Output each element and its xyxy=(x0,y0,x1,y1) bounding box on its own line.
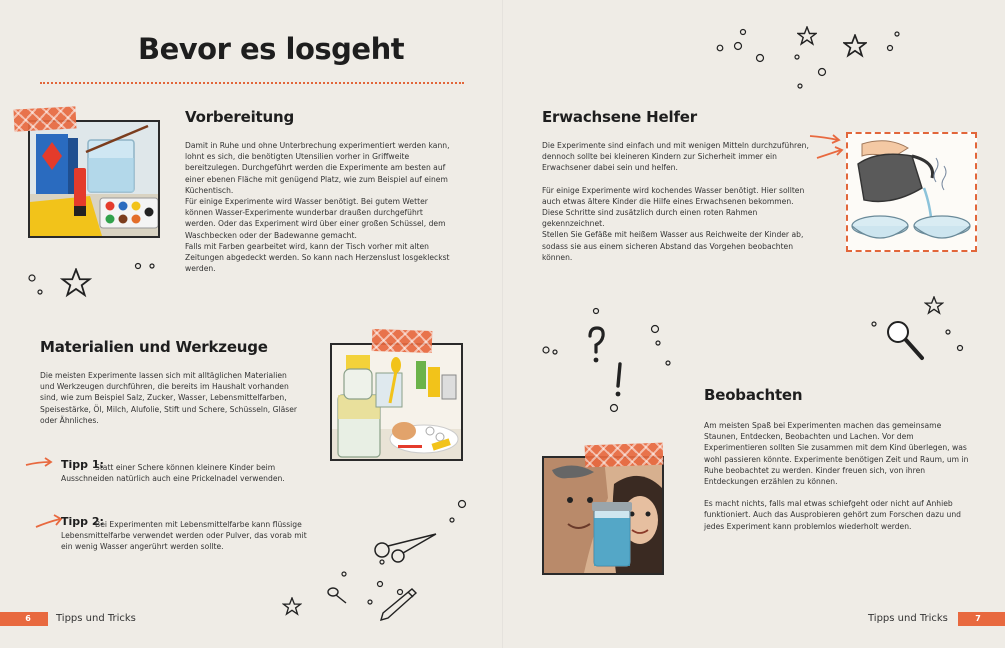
arrow-icon xyxy=(815,146,845,160)
star-icon xyxy=(797,26,817,46)
sparkle-doodles-middle xyxy=(538,305,678,415)
heading-helfer: Erwachsene Helfer xyxy=(542,108,697,126)
decorative-tape xyxy=(585,443,664,468)
star-icon xyxy=(843,34,867,58)
sparkle-doodles-left xyxy=(26,262,166,302)
star-icon xyxy=(924,296,944,315)
sparkle-doodles-right xyxy=(870,318,970,358)
heading-vorbereitung: Vorbereitung xyxy=(185,108,294,126)
paragraph: Für einige Experimente wird kochendes Wasser benötigt. Hier sollten auch etwas ältere Kinder die Hilfe eines Erwachsenen bekommen. Diese Schritte sind zusätzlich durch einen roten Rahmen gekennzeichnet. xyxy=(542,185,805,229)
vorbereitung-illustration xyxy=(28,120,160,238)
page-number-left: 6 xyxy=(25,614,31,623)
paragraph: Die Experimente sind einfach und mit wenigen Mitteln durchzuführen, dennoch sollte bei kleineren Kindern zur Sicherheit immer ein Erwachsener dabei sein und helfen. xyxy=(542,141,809,173)
footer-label-left: Tipps und Tricks xyxy=(56,613,136,624)
tipp-2-text xyxy=(61,519,319,553)
page-number-right: 7 xyxy=(975,614,981,623)
materialien-illustration xyxy=(330,343,463,461)
heading-materialien: Materialien und Werkzeuge xyxy=(40,338,268,356)
paragraph: Damit in Ruhe und ohne Unterbrechung experimentiert werden kann, lohnt es sich, die benötigten Utensilien vorher in Griffweite bereitzulegen. Durchgeführt werden die Experimente am besten auf einer ebenen Fläche mit genügend Platz, wie zum Beispiel auf einem Küchentisch. xyxy=(185,141,450,195)
arrow-icon xyxy=(34,514,64,530)
materialien-text xyxy=(40,370,302,426)
tipp-2-body: Bei Experimenten mit Lebensmittelfarbe kann flüssige Lebensmittelfarbe verwendet werden oder Pulver, das vorab mit ein wenig Wasser angerührt werden sollte. xyxy=(61,520,307,552)
pencil-icon xyxy=(378,586,418,622)
beobachten-illustration xyxy=(542,456,664,575)
paragraph: Für einige Experimente wird Wasser benötigt. Bei gutem Wetter können Wasser-Experimente wunderbar draußen durchgeführt werden. Oder das Experiment wird über einer großen Schüssel, dem Waschbecken oder der Badewanne gemacht. xyxy=(185,197,446,240)
paragraph: Es macht nichts, falls mal etwas schiefgeht oder nicht auf Anhieb funktioniert. Auch das Ausprobieren gehört zum Forschen dazu und jedes Experiment kann problemlos wiederholt werden. xyxy=(704,499,961,531)
decorative-tape xyxy=(13,106,76,131)
pin-icon xyxy=(326,585,348,605)
tipp-1-text xyxy=(61,462,306,484)
title-divider xyxy=(40,82,464,84)
beobachten-text xyxy=(704,420,974,532)
star-icon xyxy=(60,268,92,298)
arrow-icon xyxy=(808,132,842,144)
paragraph: Falls mit Farben gearbeitet wird, kann der Tisch vorher mit alten Zeitungen abgedeckt werden. So kann nach Herzenslust losgekleckst werden. xyxy=(185,241,450,274)
tipp-2-label: Tipp 2: xyxy=(61,515,104,528)
tipp-1-label: Tipp 1: xyxy=(61,458,104,471)
arrow-icon xyxy=(24,456,54,470)
helfer-illustration xyxy=(846,132,977,252)
page-title: Bevor es losgeht xyxy=(138,32,405,66)
tipp-1-body: Statt einer Schere können kleinere Kinder beim Ausschneiden natürlich auch eine Prickelnadel verwenden. xyxy=(61,463,285,484)
star-icon xyxy=(282,597,302,616)
helfer-text xyxy=(542,140,814,263)
decorative-tape xyxy=(372,329,433,353)
spine xyxy=(502,0,503,648)
paragraph: Am meisten Spaß bei Experimenten machen das gemeinsame Staunen, Entdecken, Beobachten und Lachen. Vor dem Experimentieren sollten Sie zusammen mit dem Kind überlegen, was wohl passieren könnte. Experimente benötigen Zeit und Raum, um in Ruhe beobachtet zu werden. Kinder freuen sich, von ihren Entdeckungen erzählen zu können. xyxy=(704,421,969,487)
paragraph: Stellen Sie Gefäße mit heißem Wasser aus Reichweite der Kinder ab, sodass sie aus einem sicheren Abstand das Vorgehen beobachten können. xyxy=(542,230,804,262)
vorbereitung-text xyxy=(185,140,450,274)
footer-label-right: Tipps und Tricks xyxy=(868,613,948,624)
heading-beobachten: Beobachten xyxy=(704,386,803,404)
paragraph: Die meisten Experimente lassen sich mit alltäglichen Materialien und Werkzeugen durchführen, die bereits im Haushalt vorhanden sind, wie zum Beispiel Salz, Zucker, Wasser, Lebensmittelfarben, Speisestärke, Öl, Milch, Alufolie, Stift und Schere, Schüsseln, Gläser oder Ähnliches. xyxy=(40,371,298,425)
